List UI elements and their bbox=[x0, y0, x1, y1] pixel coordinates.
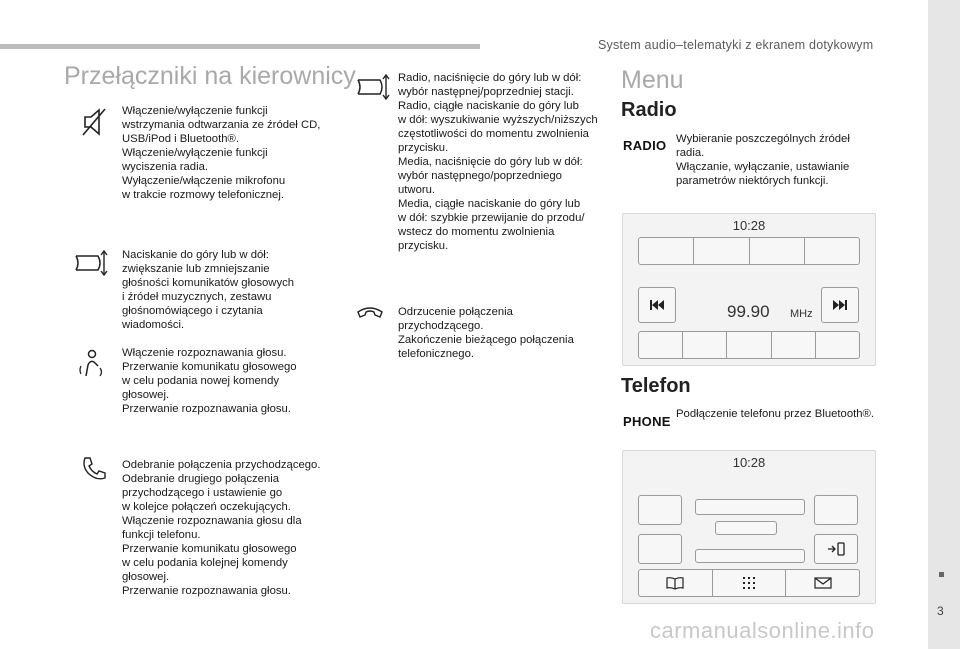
frequency-unit: MHz bbox=[790, 308, 813, 320]
voice-description: Włączenie rozpoznawania głosu. Przerwanie komunikatu głosowego w celu podania nowej komendy głosowej. Przerwanie rozpoznawania głosu. bbox=[122, 347, 297, 415]
preset-button[interactable] bbox=[805, 238, 859, 264]
phone-heading: Telefon bbox=[621, 375, 691, 397]
volume-wheel-icon bbox=[74, 250, 110, 281]
volume-description: Naciskanie do góry lub w dół: zwiększanie lub zmniejszanie głośności komunikatów głosowych i źródeł muzycznych, zestawu głośnomówiącego i czytania wiadomości. bbox=[122, 249, 295, 331]
preset-button[interactable] bbox=[683, 332, 727, 358]
answer-call-description: Odebranie połączenia przychodzącego. Odebranie drugiego połączenia przychodzącego i ustawienie go w kolejce połączeń oczekujących. Włączenie rozpoznawania głosu dla funkcji telefonu. Przerwanie komunikatu głosowego w celu podania kolejnej komendy głosowej. Przerwanie rozpoznawania głosu. bbox=[122, 459, 321, 597]
preset-button[interactable] bbox=[639, 332, 683, 358]
phone-connect-icon bbox=[827, 541, 845, 557]
contacts-book-icon bbox=[665, 576, 685, 590]
mute-speaker-icon bbox=[82, 107, 108, 142]
header-bar bbox=[0, 44, 480, 49]
previous-station-button[interactable] bbox=[638, 287, 676, 323]
mute-description: Włączenie/wyłączenie funkcji wstrzymania odtwarzania ze źródeł CD, USB/iPod i Bluetooth®. Włączenie/wyłączenie funkcji wyciszenia radia. Wyłączenie/włączenie mikrofonu w trakcie rozmowy telefonicznej. bbox=[122, 105, 321, 201]
phone-answer-icon bbox=[80, 455, 108, 488]
phone-bottom-row[interactable] bbox=[638, 569, 860, 597]
steering-switches-title: Przełączniki na kierownicy bbox=[64, 62, 356, 90]
contacts-button[interactable] bbox=[639, 570, 713, 596]
radio-screen-time: 10:28 bbox=[732, 218, 766, 233]
skip-forward-icon bbox=[832, 299, 848, 311]
menu-title: Menu bbox=[621, 66, 684, 94]
phone-connect-button[interactable] bbox=[814, 534, 858, 564]
side-strip bbox=[928, 0, 960, 649]
preset-button[interactable] bbox=[772, 332, 816, 358]
preset-button[interactable] bbox=[816, 332, 859, 358]
phone-description: Podłączenie telefonu przez Bluetooth®. bbox=[676, 408, 874, 420]
phone-list-entry[interactable] bbox=[695, 549, 805, 563]
phone-list-entry[interactable] bbox=[715, 521, 777, 535]
preset-button[interactable] bbox=[727, 332, 771, 358]
phone-hangup-icon bbox=[356, 304, 384, 329]
keypad-button[interactable] bbox=[713, 570, 787, 596]
phone-side-button[interactable] bbox=[638, 495, 682, 525]
phone-screen-time: 10:28 bbox=[732, 455, 766, 470]
radio-keyword: RADIO bbox=[623, 138, 667, 153]
preset-button[interactable] bbox=[694, 238, 749, 264]
radio-description: Wybieranie poszczególnych źródeł radia. Włączanie, wyłączanie, ustawianie parametrów niektórych funkcji. bbox=[676, 133, 850, 187]
phone-screen bbox=[622, 450, 876, 604]
phone-side-button[interactable] bbox=[814, 495, 858, 525]
frequency-value: 99.90 bbox=[727, 302, 770, 321]
skip-back-icon bbox=[649, 299, 665, 311]
phone-side-button[interactable] bbox=[638, 534, 682, 564]
keypad-icon bbox=[742, 576, 756, 590]
envelope-icon bbox=[814, 576, 832, 590]
phone-keyword: PHONE bbox=[623, 414, 671, 429]
preset-row-bottom[interactable] bbox=[638, 331, 860, 359]
scroll-description: Radio, naciśnięcie do góry lub w dół: wybór następnej/poprzedniej stacji. Radio, ciągłe naciskanie do góry lub w dół: wyszukiwanie wyższych/niższych częstotliwości do momentu zwolnienia przycisku. Media, naciśnięcie do góry lub w dół: wybór następnego/poprzedniego utworu. Media, ciągłe naciskanie do góry lub w dół: szybkie przewijanie do przodu/ wstecz do momentu zwolnienia przycisku. bbox=[398, 72, 598, 252]
page-header-title: System audio–telematyki z ekranem dotykowym bbox=[598, 38, 874, 52]
scroll-wheel-icon bbox=[356, 74, 392, 105]
phone-list-entry[interactable] bbox=[695, 499, 805, 515]
voice-recognition-icon bbox=[78, 348, 108, 383]
radio-heading: Radio bbox=[621, 99, 677, 121]
next-station-button[interactable] bbox=[821, 287, 859, 323]
radio-screen bbox=[622, 213, 876, 366]
hangup-description: Odrzucenie połączenia przychodzącego. Zakończenie bieżącego połączenia telefonicznego. bbox=[398, 306, 574, 360]
preset-button[interactable] bbox=[639, 238, 694, 264]
preset-row-top[interactable] bbox=[638, 237, 860, 265]
page-number: 3 bbox=[937, 604, 944, 618]
preset-button[interactable] bbox=[750, 238, 805, 264]
messages-button[interactable] bbox=[786, 570, 859, 596]
watermark: carmanualsonline.info bbox=[650, 618, 875, 643]
section-marker bbox=[939, 572, 944, 577]
